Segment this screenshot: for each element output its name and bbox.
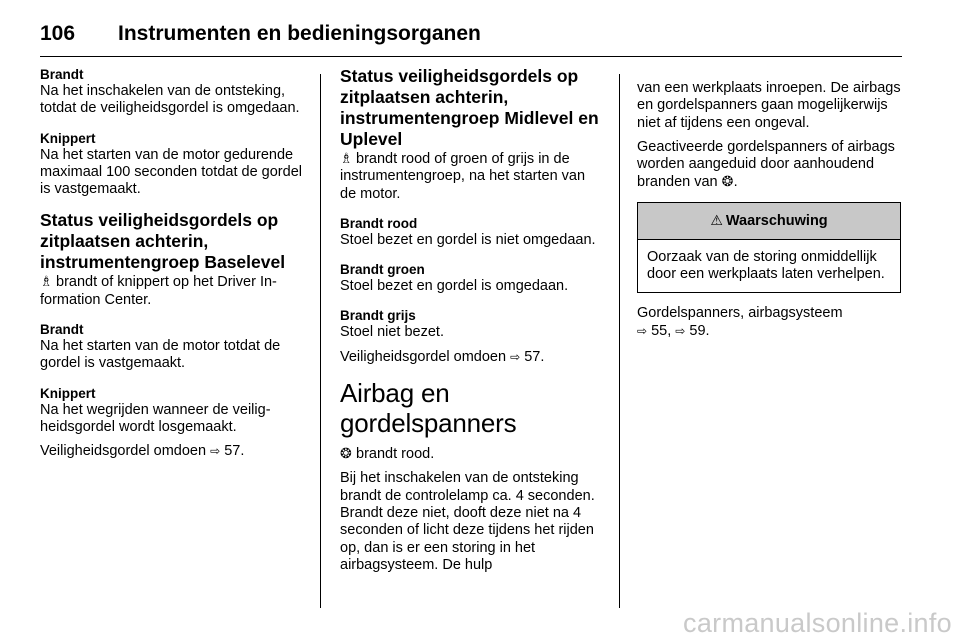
- section-heading-midlevel: Status veiligheidsgordels op zitplaatsen achterin, instrumentengroep Midlevel en Uplevel: [340, 66, 599, 149]
- airbag-intro-text: brandt rood.: [356, 446, 435, 463]
- brandt-text: Na het inschakelen van de ontsteking, totdat de veiligheidsgordel is omgedaan.: [40, 83, 300, 117]
- column-divider-2: [619, 74, 620, 608]
- section-heading-airbag: Airbag en gordelspanners: [340, 378, 517, 439]
- brandt-label: Brandt: [40, 67, 84, 82]
- midlevel-intro: [340, 150, 604, 203]
- refs-label: Gordelspanners, airbagsysteem: [637, 305, 843, 322]
- seatbelt-ref-text: Veiligheidsgordel omdoen: [40, 443, 207, 460]
- page-title: Instrumenten en bedieningsorganen: [118, 22, 481, 45]
- arrow-icon: ⇨: [210, 444, 221, 459]
- brandt2-text: Na het starten van de motor totdat de gordel is vastgemaakt.: [40, 338, 281, 372]
- arrow-icon: ⇨: [675, 323, 686, 338]
- seatbelt-ref-page: 57.: [524, 348, 545, 365]
- column-2: [340, 66, 604, 574]
- seatbelt-reference: [340, 349, 604, 366]
- watermark: carmanualsonline.info: [683, 608, 952, 638]
- warning-icon: ⚠: [710, 212, 723, 229]
- refs-pages: [637, 323, 901, 340]
- airbag-text: Bij het inschakelen van de ontsteking brandt de controlelamp ca. 4 seconden. Brandt deze niet, dooft deze niet na 4 seconden of licht deze tijdens het rijden op, dan is er een storing in het airbagsysteem. De hulp: [340, 470, 595, 573]
- ref2-page: 59.: [689, 322, 710, 339]
- knippert-label: Knippert: [40, 130, 96, 146]
- warning-box: [637, 202, 901, 294]
- seatbelt-reference: [40, 443, 304, 460]
- page-header: [40, 14, 902, 56]
- page-number: 106: [40, 22, 76, 45]
- activated-text: Geactiveerde gordelspanners of airbags worden aangeduid door aanhoudend branden van ❂.: [637, 138, 895, 191]
- airbag-icon: ❂: [721, 173, 734, 190]
- seatbelt-ref-text: Veiligheidsgordel omdoen: [340, 348, 507, 365]
- seatbelt-ref-page: 57.: [224, 443, 245, 460]
- workshop-text: van een werkplaats inroepen. De airbags en gordelspanners gaan mogelijkerwijs niet af tijdens een ongeval.: [637, 80, 901, 131]
- airbag-intro: [340, 445, 604, 463]
- brandt-grijs-label: Brandt grijs: [340, 308, 416, 324]
- seatbelt-icon: ♗: [40, 273, 53, 290]
- airbag-icon: ❂: [340, 445, 352, 462]
- warning-body: [638, 240, 900, 293]
- brandt-groen-label: Brandt groen: [340, 262, 425, 278]
- knippert-text: Na het starten van de motor gedurende maximaal 100 seconden totdat de gordel is vastgemaakt.: [40, 146, 302, 198]
- warning-text: Oorzaak van de storing onmiddellijk door een werkplaats laten verhelpen.: [647, 248, 885, 283]
- seatbelt-icon: ♗: [340, 150, 353, 166]
- brandt2-label: Brandt: [40, 322, 84, 338]
- brandt-groen-text: Stoel bezet en gordel is omgedaan.: [340, 278, 569, 295]
- arrow-icon: ⇨: [637, 323, 648, 338]
- arrow-icon: ⇨: [510, 349, 521, 364]
- column-divider-1: [320, 74, 321, 608]
- baselevel-intro: [40, 273, 304, 309]
- ref1-page: 55,: [651, 322, 672, 339]
- warning-title: Waarschuwing: [725, 212, 828, 229]
- brandt-rood-label: Brandt rood: [340, 215, 418, 231]
- warning-header: [638, 203, 900, 240]
- activated-text-body: Geactiveerde gordelspanners of airbags worden aangeduid door aanhoudend branden van: [637, 138, 895, 191]
- column-1: [40, 66, 304, 461]
- midlevel-intro-text: brandt rood of groen of grijs in de instrumentengroep, na het starten van de motor.: [340, 151, 586, 202]
- section-heading-baselevel: Status veiligheidsgordels op zitplaatsen achterin, instrumentengroep Baselevel: [40, 210, 286, 273]
- knippert2-label: Knippert: [40, 385, 96, 401]
- brandt-rood-text: Stoel bezet en gordel is niet omgedaan.: [340, 231, 596, 248]
- column-3: [637, 80, 901, 340]
- header-divider: [40, 56, 902, 57]
- knippert2-text: Na het wegrijden wanneer de veiligheidsgordel wordt losgemaakt.: [40, 401, 271, 435]
- baselevel-intro-text: brandt of knippert op het Driver Information Center.: [40, 274, 277, 308]
- brandt-grijs-text: Stoel niet bezet.: [340, 324, 444, 341]
